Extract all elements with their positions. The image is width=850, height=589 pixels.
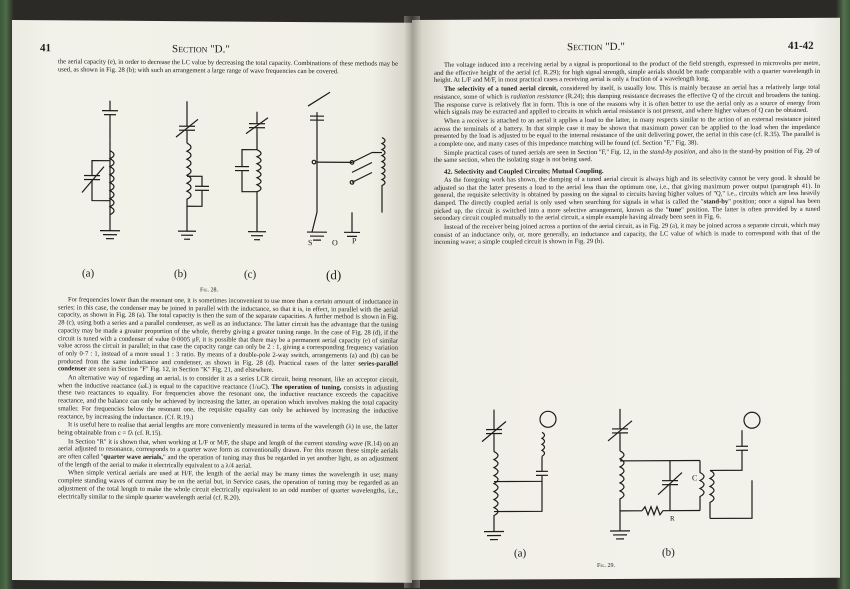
left-body-text — [58, 296, 398, 503]
fig28-caption: Fig. 28. — [200, 287, 219, 294]
right-para-2: The selectivity of a tuned aerial circuit, considered by itself, is usually low. This is mainly because an aerial has a relatively large total resistance, some of which is radiation resistance (R.24); this damping resistance decreases the effective Q of the circuit and broadens the tuning. The response curve is relatively flat in form. This is one of the reasons why it is often better to use the aerial only as a source of energy from which signals may be extracted and applied to circuits in which aerial resistance is not present, and where higher values of Q can be obtained. — [434, 83, 821, 117]
fig28-switch-s: S — [308, 238, 313, 248]
left-intro-paragraph: the aerial capacity (e), in order to decrease the LC value by decreasing the total capacity. Combinations of these methods may be used, as shown in Fig. 28 (b); with such an arrangement a large range of wave frequencies can be covered. — [58, 58, 398, 75]
fig28d-circuit — [307, 92, 385, 241]
right-page-number: 41-42 — [788, 39, 814, 53]
fig28c-circuit — [235, 112, 268, 240]
right-para-3: When a receiver is attached to an aerial it applies a load to the latter, in many respects similar to the action of an external resistance joined across the terminals of a battery. In that simple case it may be shown that maximum power can be applied to the load when the impedance presented by the load is adjusted to be equal to the internal resistance of the unit delivering power, the aerial in this case (cf. R.35). The parallel is a complete one, and many cases of this impedance matching will be found (cf. Section "F," Fig. 38). — [434, 115, 820, 148]
fig28-switch-p: P — [352, 236, 357, 246]
left-para-4: In Section "R" it is shown that, when working at L/F or M/F, the shape and length of the current standing wave (R.14) on an aerial adjusted to resonance, corresponds to a quarter wave form as conventionally drawn. For this reason these simple aerials are often called "quarter wave aerials," and the operation of tuning may thus be regarded in yet another light, as an adjustment of the length of the aerial to make it electrically equivalent to a λ/4 aerial. — [58, 438, 398, 470]
left-para-5: When simple vertical aerials are used at H/F, the length of the aerial may be many times the wavelength in use; many complete standing waves of current may be on the aerial but, in Service cases, the operation of tuning may be regarded as an adjustment of the total length to make the whole circuit electrically equivalent to an odd number of quarter wavelengths, i.e., electrically similar to the simple quarter wavelength aerial (cf. R.20). — [58, 469, 398, 502]
fig28-label-c: (c) — [244, 268, 257, 281]
fig29-resistor-label: R — [670, 514, 675, 523]
left-para-1: For frequencies lower than the resonant one, it is sometimes inconvenient to use more than a certain amount of inductance in series; in this case, the condenser may be joined in parallel with the inductance, so that it is, in effect, in parallel with the aerial capacity, as shown in Fig. 28 (a). The total capacity is then the sum of the separate capacities. A further method is shown in Fig. 28 (c), using both a series and a parallel condenser, as well as an inductance. The latter circuit has the advantage that the tuning capacity may be made a greater proportion of the whole, thereby giving a greater tuning range. In the case of Fig. 28 (d), if the circuit is tuned with a condenser of value 0·0005 μF, it is possible that there may be a permanent aerial capacity (e) of similar value across the circuit in parallel; in that case the capacity range can only be 2 : 1, giving a corresponding frequency variation of only 0·7 : 1, instead of a more usual 1 : 3 ratio. By means of a double-pole 2-way switch, arrangements (a) and (b) can be produced from the same inductance and condenser, as shown in Fig. 28 (d). Practical cases of the latter series-parallel condenser are seen in Section "F" Fig. 12, in Section "K" Fig. 21, and elsewhere. — [58, 296, 398, 375]
fig29-label-b: (b) — [662, 546, 675, 559]
right-page-header: Section "D." — [567, 40, 625, 54]
fig29-diagram — [442, 400, 802, 552]
fig28-switch-o: O — [332, 238, 338, 248]
right-body-text — [434, 60, 820, 247]
fig29b-circuit — [608, 408, 760, 539]
fig28-diagram — [52, 80, 402, 282]
fig29a-circuit — [482, 409, 556, 539]
fig28-label-a: (a) — [82, 267, 95, 280]
left-intro-text — [58, 58, 398, 76]
left-page — [12, 20, 412, 583]
fig28b-circuit — [176, 101, 209, 239]
fig29-label-a: (a) — [514, 547, 527, 560]
left-page-number: 41 — [40, 42, 51, 55]
fig28-label-d: (d) — [326, 267, 342, 283]
fig29-capacitor-label: C — [692, 473, 698, 483]
left-para-2: An alternative way of regarding an aerial, is to consider it as a series LCR circuit, being resonant, like an acceptor circuit, when the inductive reactance (ωL) is equal to the capacitive reactance (1/ωC). The operation of tuning, consists in adjusting these two reactances to equality. For frequencies above the resonant one, the inductive reactance exceeds the capacitive reactance, and the balance can only be achieved by increasing the latter, an operation which involves making the total capacity smaller. For frequencies below the resonant one, the requisite equality can only be achieved by increasing the inductive reactance, by increasing the inductance. (Cf. R.19.) — [58, 374, 399, 421]
right-page — [412, 18, 840, 580]
fig28-label-b: (b) — [174, 268, 187, 281]
left-page-header: Section "D." — [172, 43, 230, 56]
right-para-6: Instead of the receiver being joined across a portion of the aerial circuit, as in Fig. 29 (a), it may be joined across a separate circuit, which may consist of an inductance only, or, more generally, an inductance and capacity, the LC value of which is made to correspond with that of the incoming wave; a simple coupled circuit is shown in Fig. 29 (b). — [434, 221, 820, 247]
left-para-3: It is useful here to realise that aerial lengths are more conveniently measured in terms of the wavelength (λ) in use, the latter being obtainable from c = fλ (cf. R.15). — [58, 421, 398, 438]
section-42-heading: 42. Selectivity and Coupled Circuits; Mutual Coupling. — [444, 168, 604, 176]
right-para-4: Simple practical cases of tuned aerials are seen in Section "F," Fig. 12, in the stand-by position, and also in the stand-by position of Fig. 29 of the same section, when the isolating stage is not being used. — [434, 147, 820, 165]
fig29-caption: Fig. 29. — [597, 562, 616, 570]
right-para-5: As the foregoing work has shown, the damping of a tuned aerial circuit is always high and its selectivity cannot be very good. It should be adjusted so that the latter presents a load to the aerial less than the optimum one, i.e., that giving maximum power output (paragraph 41). In general, the requisite selectivity is obtained by passing on the signal to circuits having higher values of "Q," i.e., circuits which are less heavily damped. The directly coupled aerial is only used when searching for signals in what is called the "stand-by" position; once a signal has been picked up, the circuit is switched into a more selective arrangement, known as the "tune" position. The latter is often provided by a tuned secondary circuit coupled mutually to the aerial circuit, a simple example having already been seen in Fig. 6. — [434, 174, 820, 223]
fig28a-circuit — [82, 100, 120, 238]
right-para-1: The voltage induced into a receiving aerial by a signal is proportional to the product of the field strength, expressed in microvolts per metre, and the effective height of the aerial (cf. R.29); for high signal strength, simple aerials should be made comparable with a quarter wavelength in height. At L/F and M/F, in most practical cases a receiving aerial is only a fraction of a wavelength long. — [434, 59, 820, 85]
